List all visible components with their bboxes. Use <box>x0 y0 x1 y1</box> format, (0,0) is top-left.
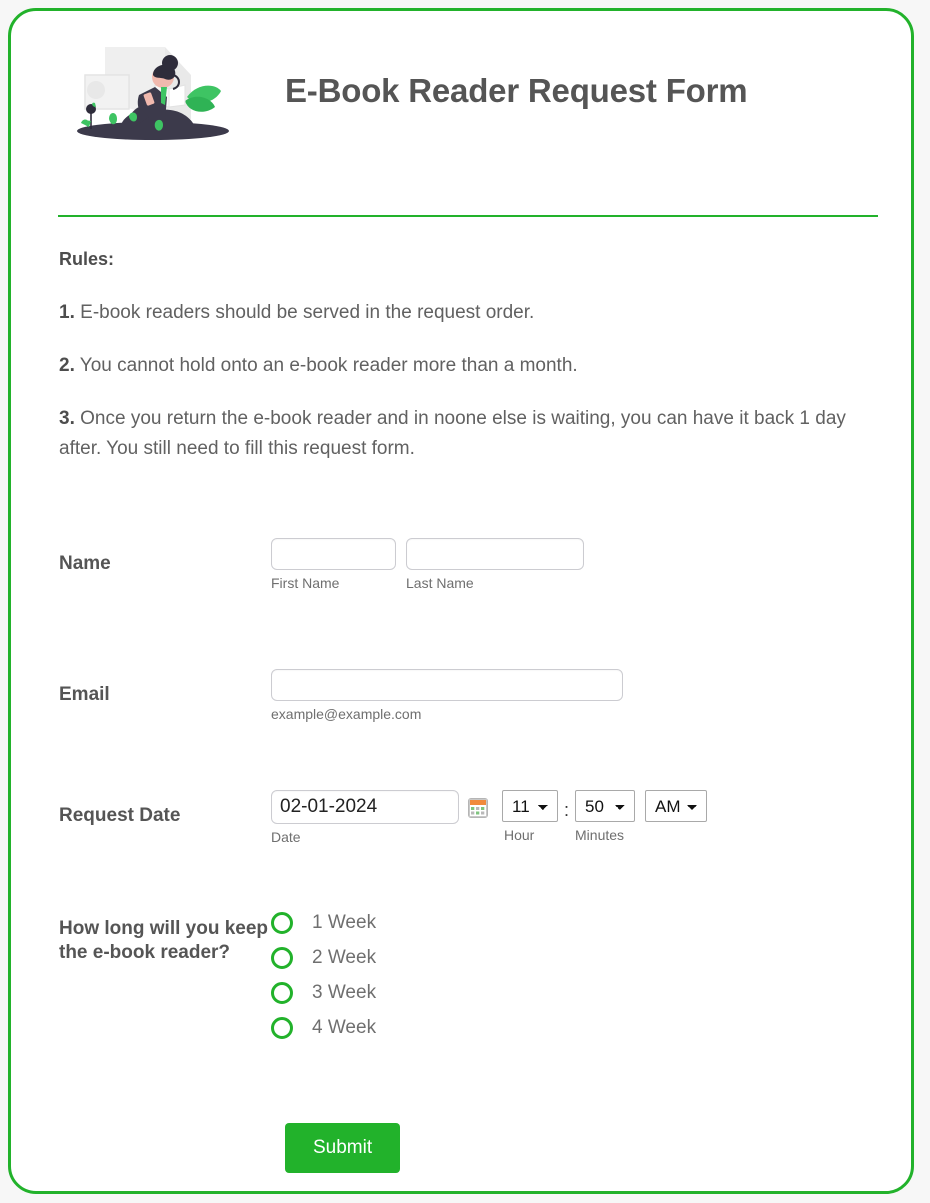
page-title: E-Book Reader Request Form <box>285 72 748 109</box>
form-fields <box>11 538 911 1173</box>
rule-number: 3. <box>59 408 75 429</box>
radio-circle-icon[interactable] <box>271 1017 293 1039</box>
radio-label: 1 Week <box>312 911 377 933</box>
calendar-icon-glyph <box>469 799 487 817</box>
field-label-name: Name <box>59 553 111 574</box>
field-label-duration: How long will you keep the e-book reader? <box>59 918 269 963</box>
radio-label: 3 Week <box>312 981 377 1003</box>
meridiem-select[interactable] <box>645 790 707 822</box>
minutes-sublabel: Minutes <box>575 827 625 843</box>
rule-text: Once you return the e-book reader and in noone else is waiting, you can have it back 1 day after. You still need to fill this request form. <box>59 408 846 459</box>
radio-option-2-week[interactable] <box>271 940 911 975</box>
radio-option-4-week[interactable] <box>271 1010 911 1045</box>
radio-option-3-week[interactable] <box>271 975 911 1010</box>
radio-circle-icon[interactable] <box>271 912 293 934</box>
form-card <box>8 8 914 1194</box>
time-separator: : <box>564 800 570 820</box>
radio-circle-icon[interactable] <box>271 947 293 969</box>
rule-item <box>59 351 881 381</box>
rule-text: You cannot hold onto an e-book reader more than a month. <box>79 355 578 376</box>
radio-option-1-week[interactable] <box>271 905 911 940</box>
email-sublabel: example@example.com <box>271 706 422 722</box>
field-request-date <box>11 790 911 845</box>
radio-circle-icon[interactable] <box>271 982 293 1004</box>
rule-item <box>59 298 881 328</box>
rules-section <box>59 249 881 464</box>
calendar-icon[interactable] <box>468 798 488 818</box>
first-name-sublabel: First Name <box>271 575 340 591</box>
email-input[interactable] <box>271 669 623 701</box>
rules-heading: Rules: <box>59 249 115 269</box>
rule-number: 1. <box>59 302 75 323</box>
first-name-input[interactable] <box>271 538 396 570</box>
request-date-input[interactable] <box>271 790 459 824</box>
submit-button[interactable]: Submit <box>285 1123 400 1173</box>
rule-number: 2. <box>59 355 75 376</box>
minutes-select[interactable] <box>575 790 635 822</box>
field-label-email: Email <box>59 684 110 705</box>
hour-select[interactable] <box>502 790 558 822</box>
duration-radio-group <box>271 903 911 1045</box>
field-duration <box>11 903 911 1045</box>
field-email <box>11 669 911 722</box>
radio-label: 4 Week <box>312 1016 377 1038</box>
field-label-request-date: Request Date <box>59 805 181 826</box>
submit-row <box>11 1123 911 1173</box>
rule-item <box>59 404 881 464</box>
field-name <box>11 538 911 591</box>
last-name-input[interactable] <box>406 538 584 570</box>
form-header <box>11 11 911 129</box>
hour-sublabel: Hour <box>504 827 535 843</box>
last-name-sublabel: Last Name <box>406 575 474 591</box>
request-date-sublabel: Date <box>271 829 301 845</box>
person-reading-ebook-illustration <box>69 35 237 147</box>
radio-label: 2 Week <box>312 946 377 968</box>
rule-text: E-book readers should be served in the request order. <box>80 302 535 323</box>
header-divider <box>58 215 878 217</box>
